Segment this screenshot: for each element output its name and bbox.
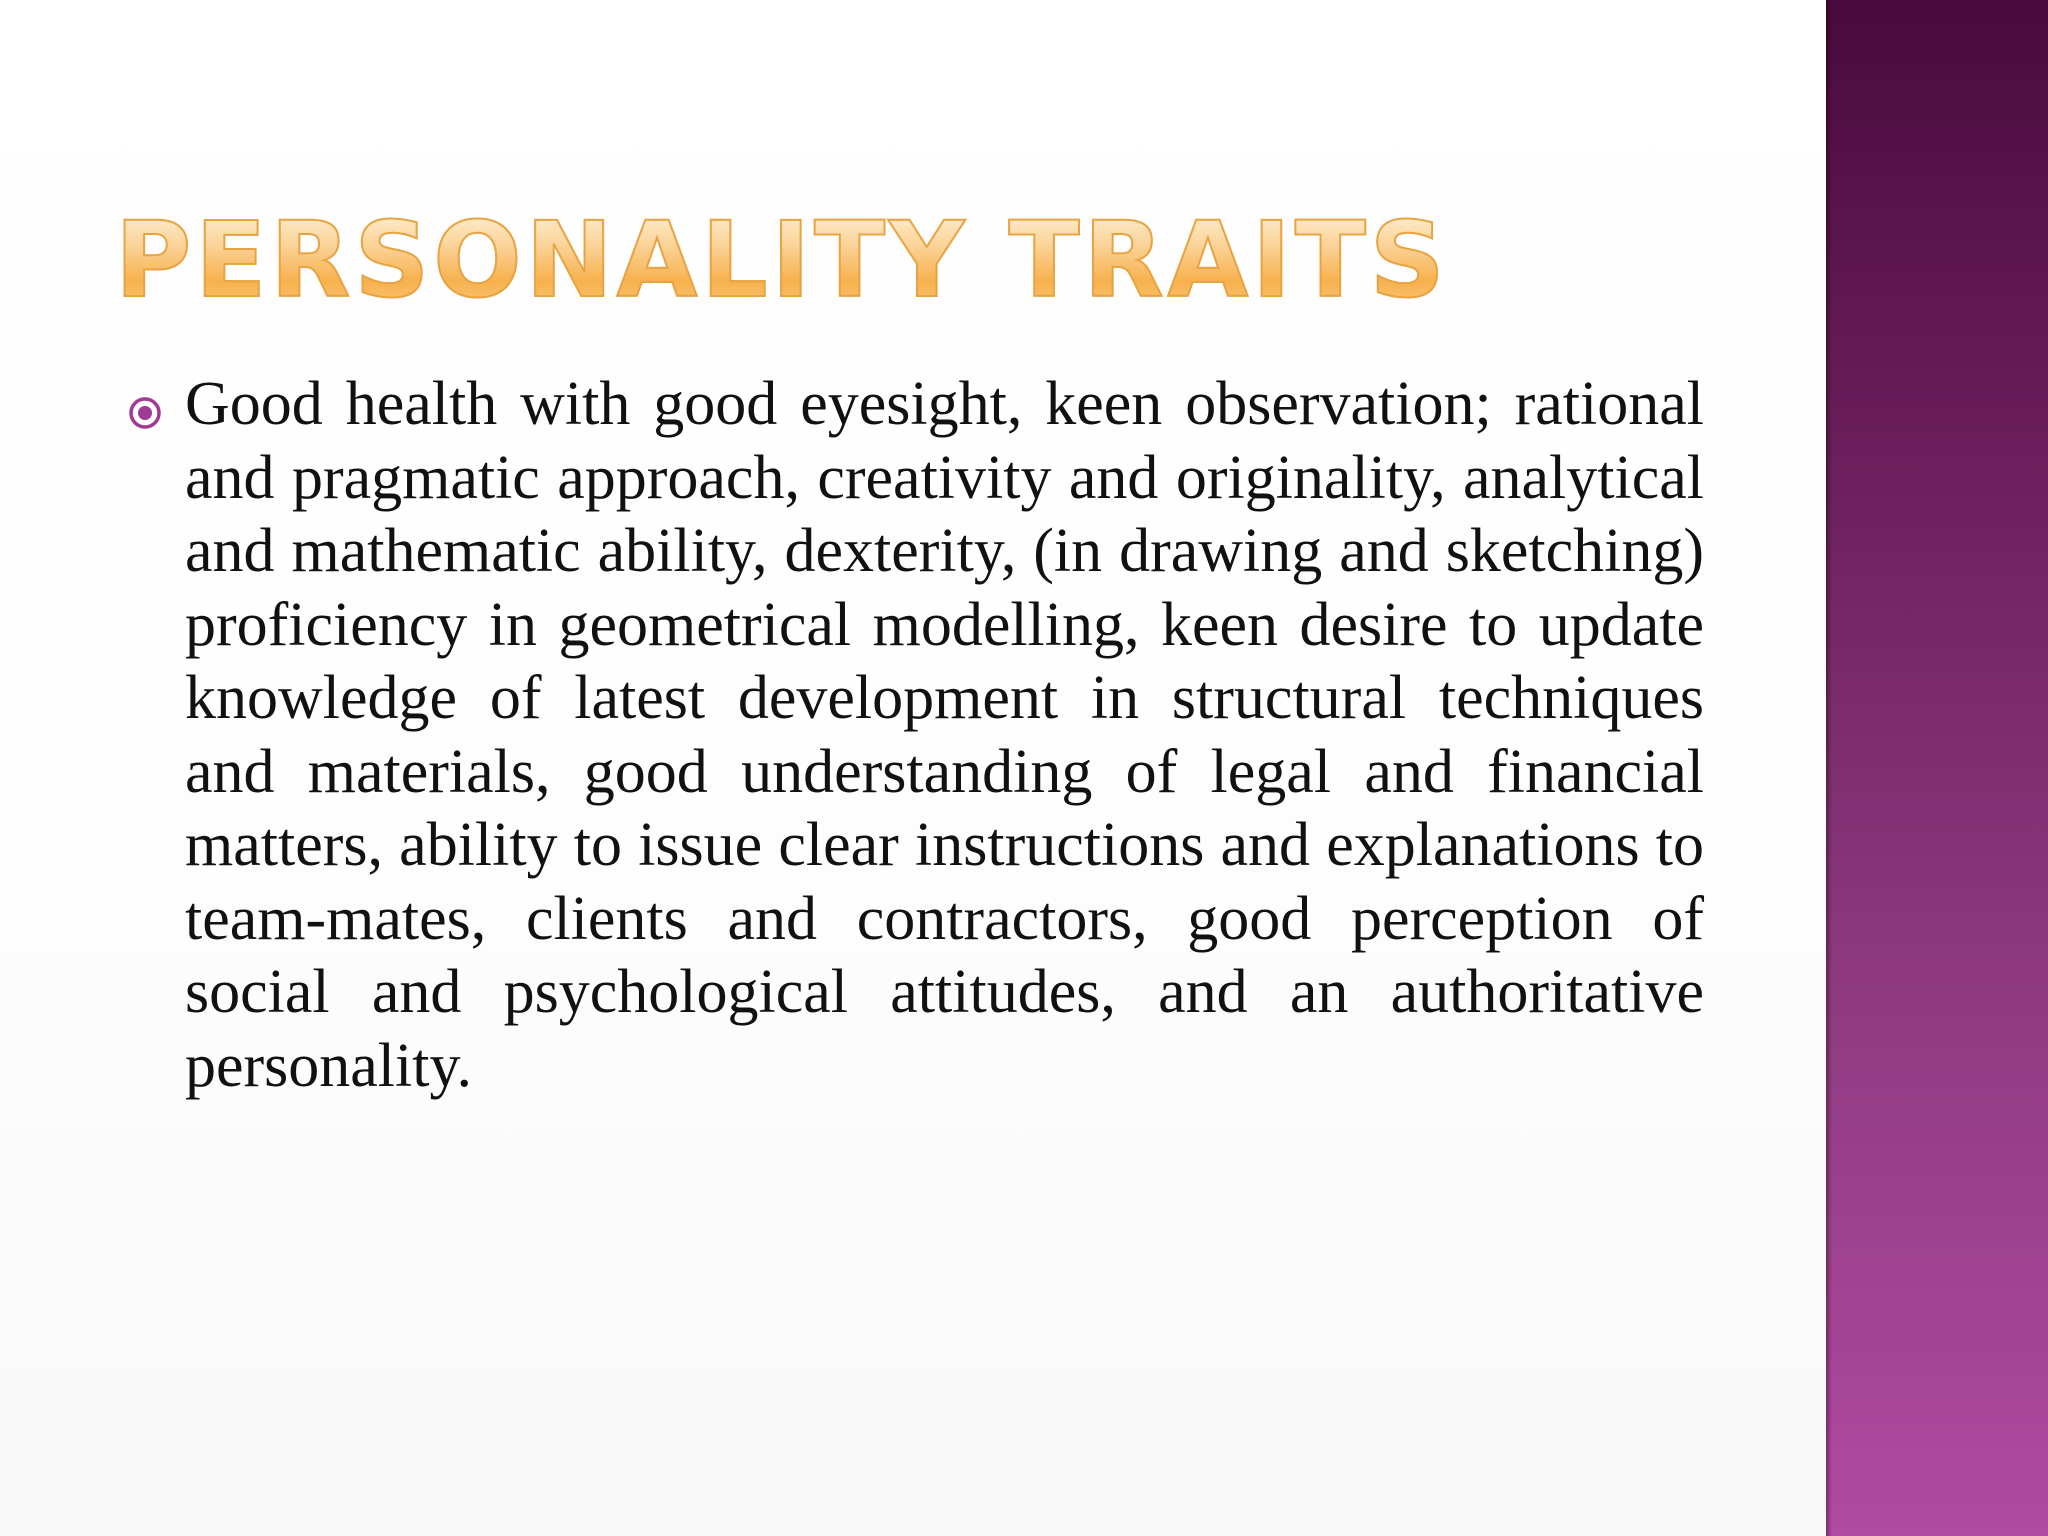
circle-bullet-icon — [128, 396, 162, 430]
bullet-text: Good health with good eyesight, keen observation; rational and pragmatic approach, creativity and originality, analytical and mathematic ability, dexterity, (in drawing and sketching) proficiency in geometrical modelling, keen desire to update knowledge of latest development in structural techniques and materials, good understanding of legal and financial matters, ability to issue clear instructions and explanations to team-mates, clients and contractors, good perception of social and psychological attitudes, and an authoritative personality. — [185, 370, 1704, 1100]
bullet-item — [128, 368, 1704, 1103]
slide-title: PERSONALITY TRAITS — [115, 199, 1449, 321]
slide-content — [128, 368, 1704, 1103]
decorative-side-bar — [1826, 0, 2048, 1536]
